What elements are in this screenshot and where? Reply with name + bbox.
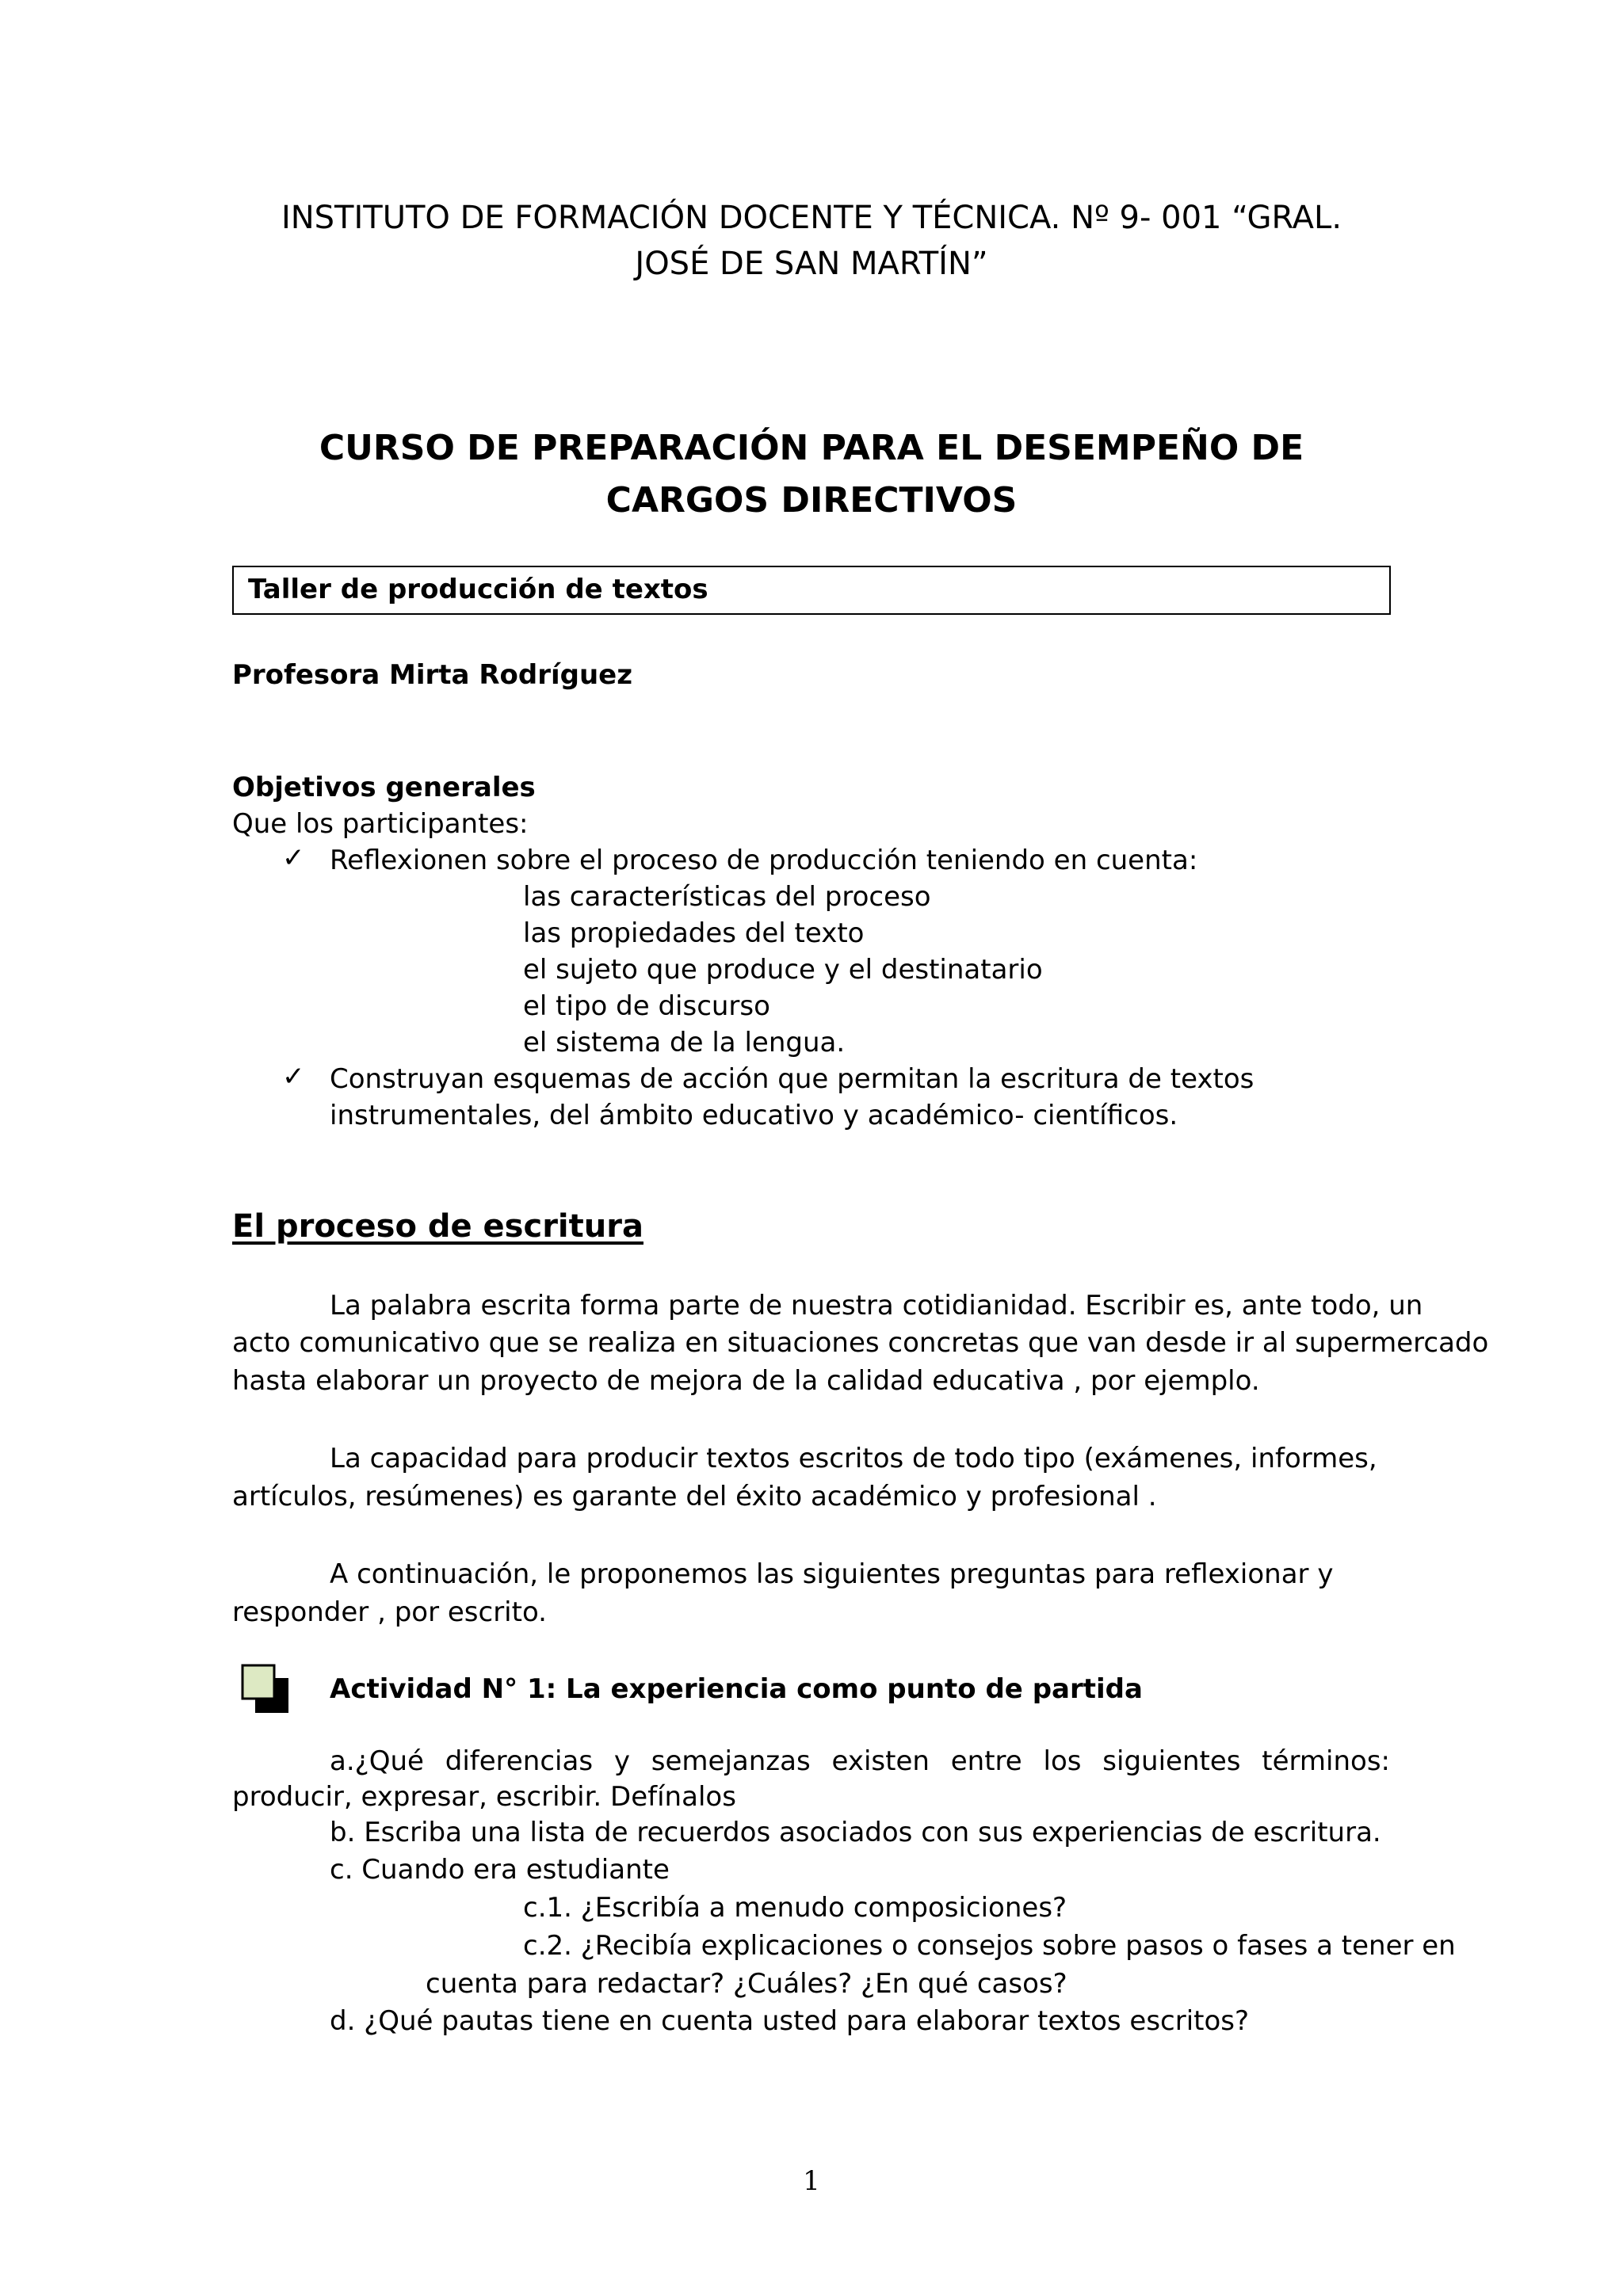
objective-subitem: las propiedades del texto <box>523 917 865 949</box>
question-c: c. Cuando era estudiante <box>330 1854 670 1886</box>
teacher-name: Profesora Mirta Rodríguez <box>232 659 633 691</box>
objective-subitem: el sistema de la lengua. <box>523 1027 846 1058</box>
section-heading: El proceso de escritura <box>232 1208 643 1245</box>
notes-icon <box>238 1661 295 1718</box>
paragraph-1-line3: hasta elaborar un proyecto de mejora de la calidad educativa , por ejemplo. <box>232 1365 1260 1397</box>
paragraph-2-line1: La capacidad para producir textos escritos de todo tipo (exámenes, informes, <box>330 1443 1377 1474</box>
paragraph-2-line2: artículos, resúmenes) es garante del éxito académico y profesional . <box>232 1481 1157 1512</box>
activity-title: Actividad N° 1: La experiencia como punto de partida <box>330 1673 1143 1705</box>
workshop-label: Taller de producción de textos <box>248 574 708 605</box>
question-b: b. Escriba una lista de recuerdos asociados con sus experiencias de escritura. <box>330 1817 1381 1848</box>
objective-item-2-line1: Construyan esquemas de acción que permitan la escritura de textos <box>330 1063 1254 1095</box>
institute-name-line2: JOSÉ DE SAN MARTÍN” <box>635 246 988 282</box>
paragraph-3-line2: responder , por escrito. <box>232 1596 547 1628</box>
course-title-line1: CURSO DE PREPARACIÓN PARA EL DESEMPEÑO DE <box>319 428 1304 468</box>
checkmark-icon: ✓ <box>282 842 305 874</box>
question-c1: c.1. ¿Escribía a menudo composiciones? <box>523 1892 1067 1924</box>
question-a-line2: producir, expresar, escribir. Defínalos <box>232 1781 736 1813</box>
objective-subitem: las características del proceso <box>523 881 931 913</box>
paragraph-3-line1: A continuación, le proponemos las siguientes preguntas para reflexionar y <box>330 1558 1334 1590</box>
question-c2-line2: cuenta para redactar? ¿Cuáles? ¿En qué casos? <box>426 1968 1067 2000</box>
checkmark-icon: ✓ <box>282 1061 305 1093</box>
objective-subitem: el tipo de discurso <box>523 990 770 1022</box>
question-a-line1: a.¿Qué diferencias y semejanzas existen entre los siguientes términos: <box>330 1745 1390 1777</box>
workshop-box <box>232 566 1391 615</box>
question-c2-line1: c.2. ¿Recibía explicaciones o consejos sobre pasos o fases a tener en <box>523 1930 1456 1962</box>
page-number: 1 <box>803 2165 820 2197</box>
question-d: d. ¿Qué pautas tiene en cuenta usted para elaborar textos escritos? <box>330 2005 1250 2037</box>
paragraph-1-line1: La palabra escrita forma parte de nuestra cotidianidad. Escribir es, ante todo, un <box>330 1290 1423 1322</box>
objective-subitem: el sujeto que produce y el destinatario <box>523 954 1043 986</box>
institute-name-line1: INSTITUTO DE FORMACIÓN DOCENTE Y TÉCNICA. Nº 9- 001 “GRAL. <box>281 200 1342 236</box>
paragraph-1-line2: acto comunicativo que se realiza en situaciones concretas que van desde ir al supermercado <box>232 1327 1489 1359</box>
objective-item-2-line2: instrumentales, del ámbito educativo y académico- científicos. <box>330 1100 1178 1131</box>
objectives-intro: Que los participantes: <box>232 808 529 840</box>
objective-item-1: Reflexionen sobre el proceso de producción teniendo en cuenta: <box>330 845 1198 876</box>
course-title-line2: CARGOS DIRECTIVOS <box>605 480 1018 521</box>
objectives-heading: Objetivos generales <box>232 772 536 803</box>
